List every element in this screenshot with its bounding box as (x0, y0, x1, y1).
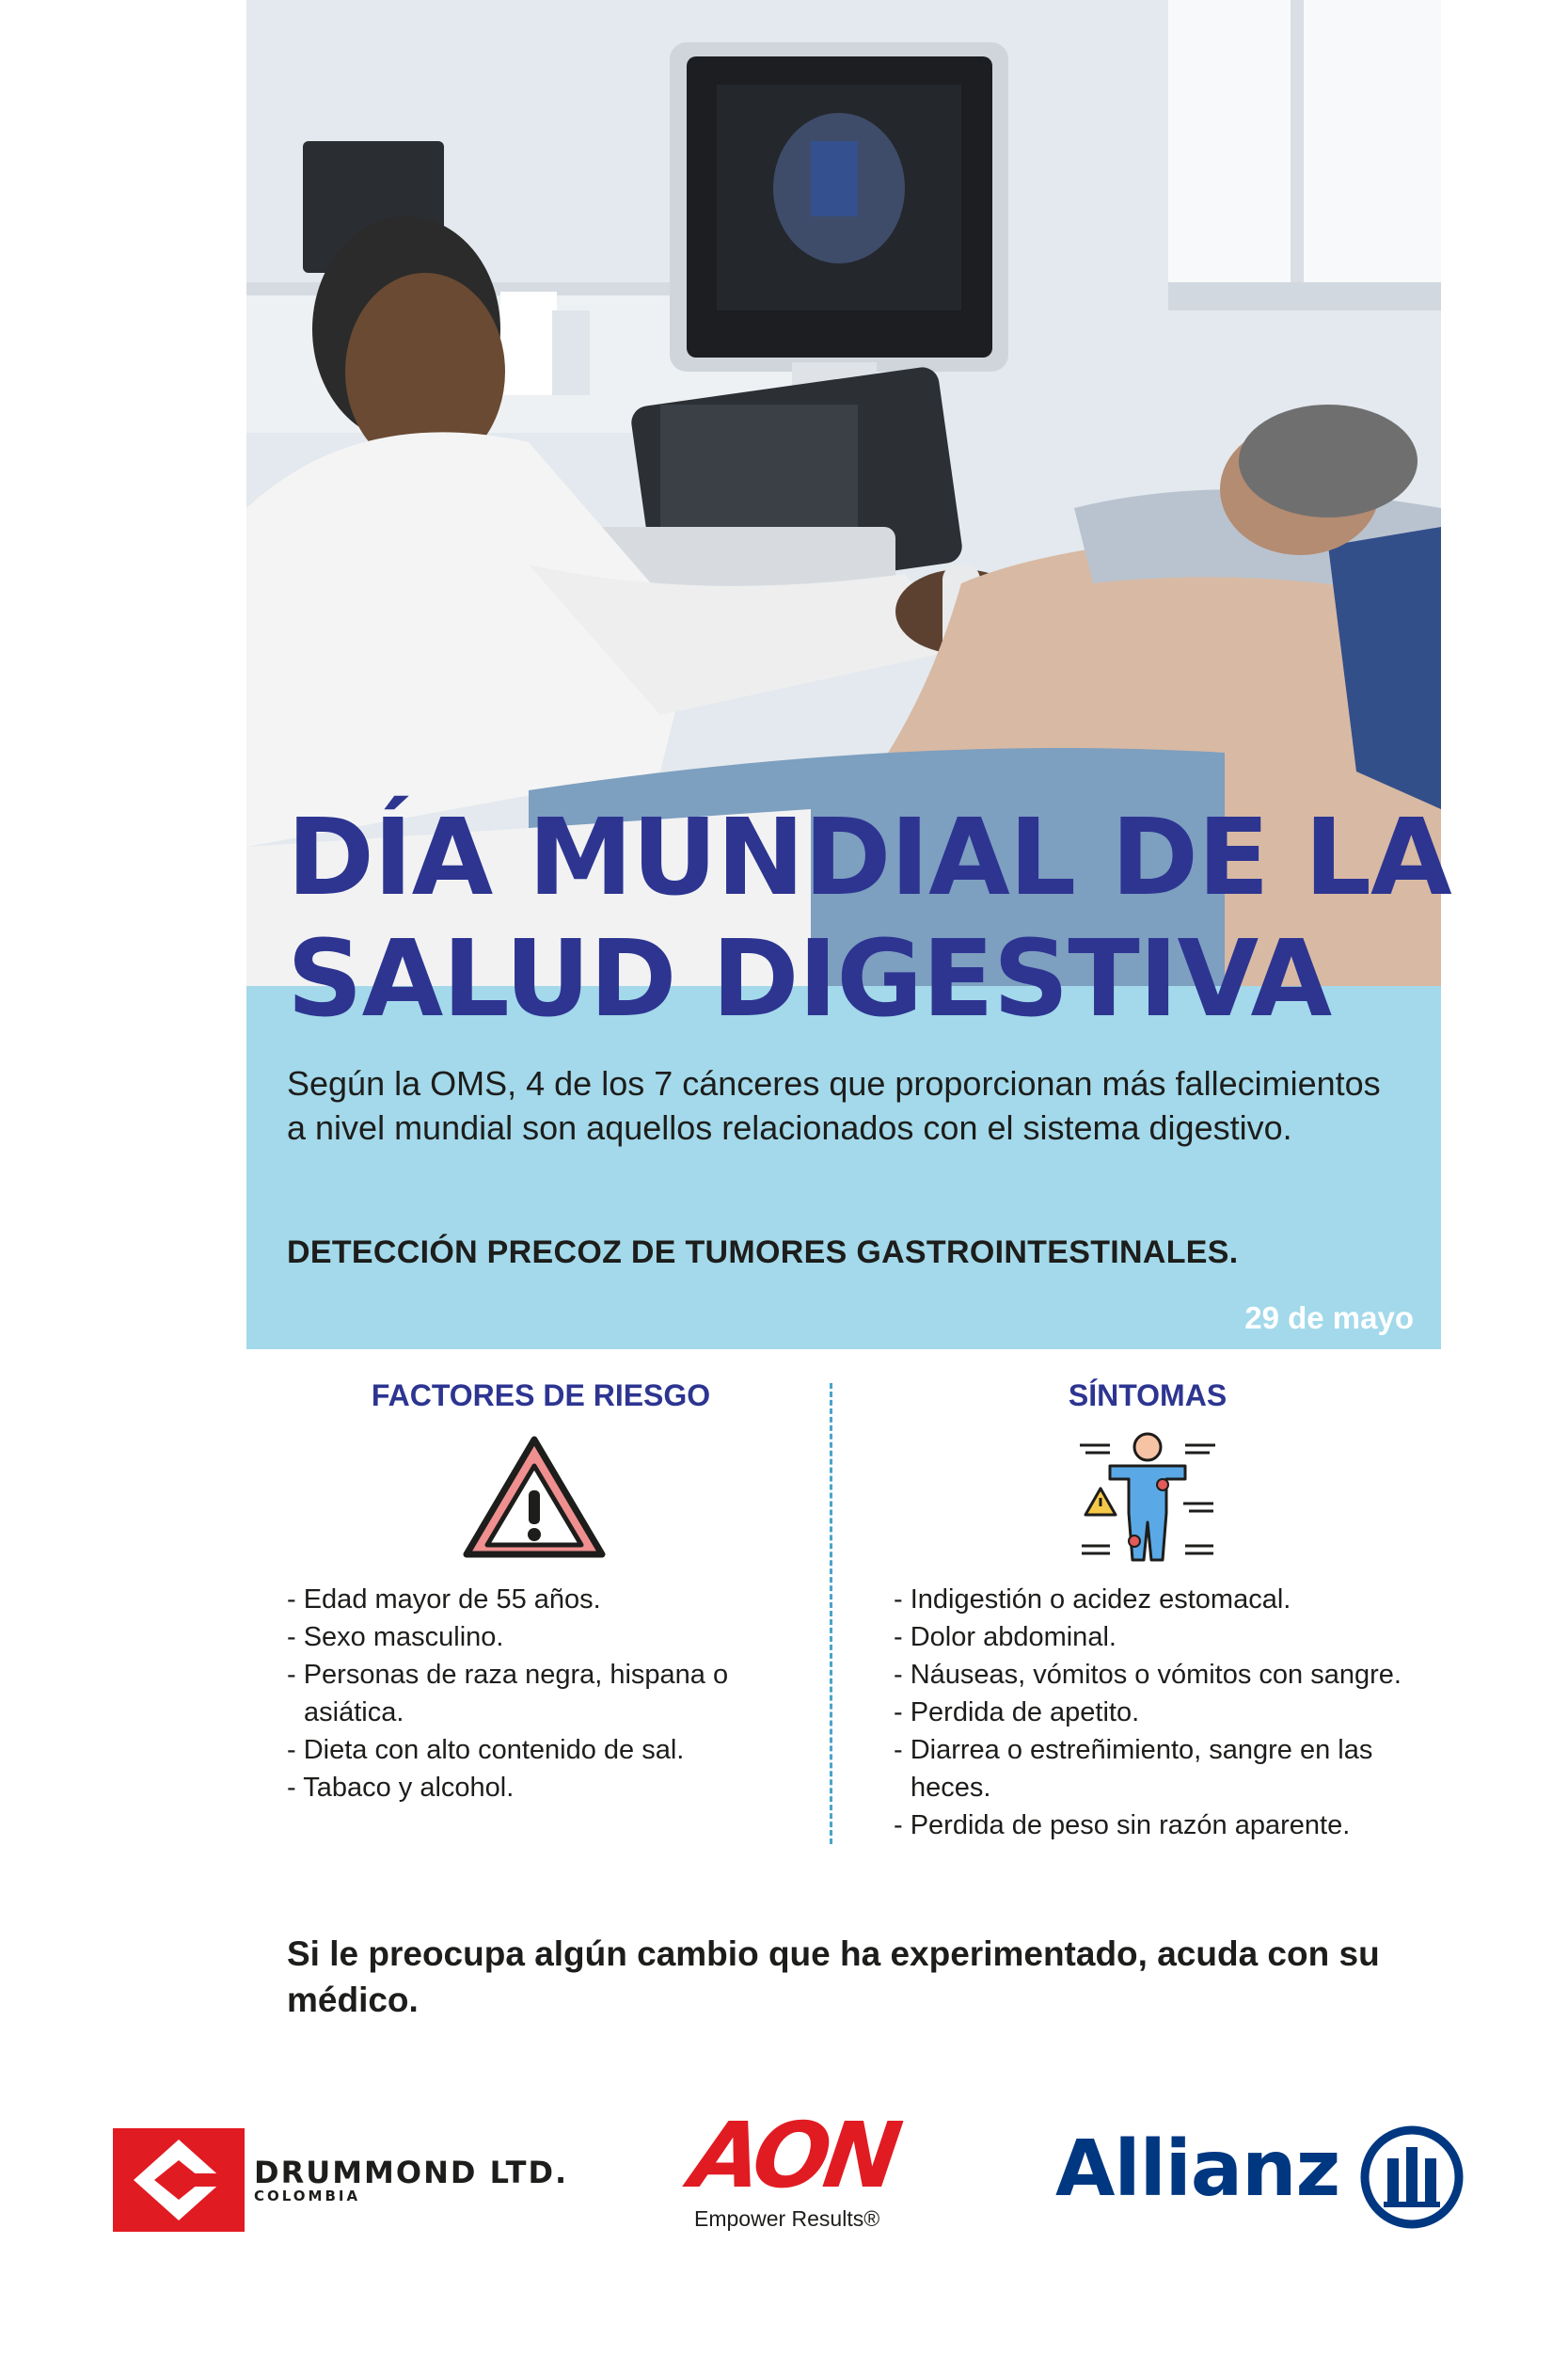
drummond-country: COLOMBIA (254, 2188, 361, 2204)
column-divider (830, 1383, 832, 1844)
body-symptoms-icon (1072, 1428, 1223, 1569)
risk-list (287, 1581, 795, 1806)
list-item: - Dieta con alto contenido de sal. (287, 1735, 685, 1765)
list-item: - Edad mayor de 55 años. (287, 1584, 601, 1615)
detection-heading: DETECCIÓN PRECOZ DE TUMORES GASTROINTESTINALES. (287, 1234, 1239, 1270)
closing-message: Si le preocupa algún cambio que ha experimentado, acuda con su médico. (287, 1934, 1380, 2019)
list-item: - Diarrea o estreñimiento, sangre en las heces. (894, 1735, 1373, 1803)
list-item: - Perdida de apetito. (894, 1697, 1140, 1727)
allianz-emblem-icon (1359, 2124, 1465, 2230)
list-item: - Náuseas, vómitos o vómitos con sangre. (894, 1660, 1402, 1690)
warning-icon (459, 1432, 610, 1564)
aon-logo: AON (685, 2103, 903, 2208)
list-item: - Dolor abdominal. (894, 1622, 1117, 1652)
allianz-logo: Allianz (1055, 2124, 1340, 2214)
event-date: 29 de mayo (1244, 1300, 1414, 1335)
list-item: - Perdida de peso sin razón aparente. (894, 1810, 1351, 1840)
symptoms-list (894, 1581, 1439, 1844)
list-item: - Personas de raza negra, hispana o asiática. (287, 1660, 729, 1727)
aon-tagline: Empower Results® (694, 2206, 880, 2231)
drummond-name: DRUMMOND LTD. (254, 2155, 569, 2190)
title-line-2: SALUD DIGESTIVA (287, 918, 1332, 1041)
page-title (287, 798, 1451, 1041)
symptoms-heading: SÍNTOMAS (1068, 1378, 1227, 1412)
title-line-1: DÍA MUNDIAL DE LA (287, 797, 1451, 919)
list-item: - Indigestión o acidez estomacal. (894, 1584, 1291, 1615)
intro-text: Según la OMS, 4 de los 7 cánceres que proporcionan más fallecimientos a nivel mundial son aquellos relacionados con el sistema digestivo. (287, 1064, 1381, 1147)
risk-heading: FACTORES DE RIESGO (371, 1378, 711, 1412)
list-item: - Sexo masculino. (287, 1622, 504, 1652)
drummond-logo (113, 2128, 245, 2232)
list-item: - Tabaco y alcohol. (287, 1773, 515, 1803)
